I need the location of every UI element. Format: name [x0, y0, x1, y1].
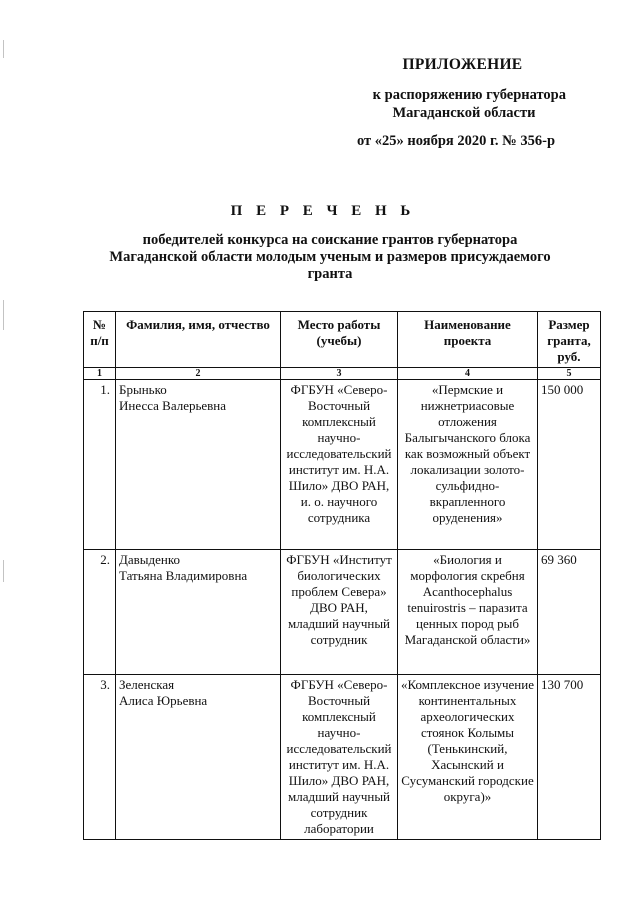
appendix-block — [330, 56, 570, 150]
header-workplace: Место работы (учебы) — [281, 312, 398, 368]
workplace: ФГБУН «Институт биологических проблем Севера» ДВО РАН, младший научный сотрудник — [281, 550, 398, 675]
winner-name — [116, 380, 281, 550]
column-number: 4 — [398, 368, 538, 380]
winner-surname: Брынько — [119, 382, 167, 397]
header-grant-amount: Размер гранта, руб. — [538, 312, 601, 368]
row-number: 3. — [84, 675, 116, 840]
appendix-title: ПРИЛОЖЕНИЕ — [402, 56, 523, 73]
table-row — [84, 550, 601, 675]
winner-name — [116, 675, 281, 840]
row-number: 2. — [84, 550, 116, 675]
header-number: № п/п — [84, 312, 116, 368]
subtitle-line: гранта — [307, 266, 353, 282]
project-title: «Пермские и нижнетриасовые отложения Балыгычанского блока как возможный объект локализации золото-сульфидно-вкрапленного оруденения» — [398, 380, 538, 550]
column-number: 3 — [281, 368, 398, 380]
winner-given-names: Алиса Юрьевна — [119, 693, 208, 708]
document-subtitle — [90, 232, 570, 283]
winner-name — [116, 550, 281, 675]
project-title: «Комплексное изучение континентальных археологических стоянок Колымы (Тенькинский, Хасынский и Сусуманский городские округа)» — [398, 675, 538, 840]
scan-artifact — [3, 560, 4, 582]
grant-amount: 150 000 — [538, 380, 601, 550]
winner-given-names: Татьяна Владимировна — [119, 568, 248, 583]
scan-artifact — [3, 40, 4, 58]
grant-amount: 130 700 — [538, 675, 601, 840]
header-full-name: Фамилия, имя, отчество — [116, 312, 281, 368]
row-number: 1. — [84, 380, 116, 550]
column-number: 1 — [84, 368, 116, 380]
region-name: Магаданской области — [392, 105, 536, 121]
scan-artifact — [3, 300, 4, 330]
winner-surname: Зеленская — [119, 677, 175, 692]
table-row — [84, 675, 601, 840]
order-date-number: от «25» ноября 2020 г. № 356-р — [356, 133, 556, 149]
subtitle-line: Магаданской области молодым ученым и размеров присуждаемого — [109, 249, 551, 265]
table-header-row — [84, 312, 601, 368]
header-project: Наименование проекта — [398, 312, 538, 368]
project-title: «Биология и морфология скребня Acanthocephalus tenuirostris – паразита ценных пород рыб Магаданской области» — [398, 550, 538, 675]
subtitle-line: победителей конкурса на соискание грантов губернатора — [142, 232, 518, 248]
document-title: П Е Р Е Ч Е Н Ь — [230, 203, 416, 219]
column-number: 5 — [538, 368, 601, 380]
grants-table — [83, 311, 601, 840]
order-reference: к распоряжению губернатора — [372, 87, 566, 103]
column-number: 2 — [116, 368, 281, 380]
workplace: ФГБУН «Северо-Восточный комплексный научно-исследовательский институт им. Н.А. Шило» ДВО РАН, и. о. научного сотрудника — [281, 380, 398, 550]
table-row — [84, 380, 601, 550]
winner-surname: Давыденко — [119, 552, 181, 567]
column-number-row — [84, 368, 601, 380]
workplace: ФГБУН «Северо-Восточный комплексный научно-исследовательский институт им. Н.А. Шило» ДВО РАН, младший научный сотрудник лаборатории — [281, 675, 398, 840]
grant-amount: 69 360 — [538, 550, 601, 675]
winner-given-names: Инесса Валерьевна — [119, 398, 227, 413]
